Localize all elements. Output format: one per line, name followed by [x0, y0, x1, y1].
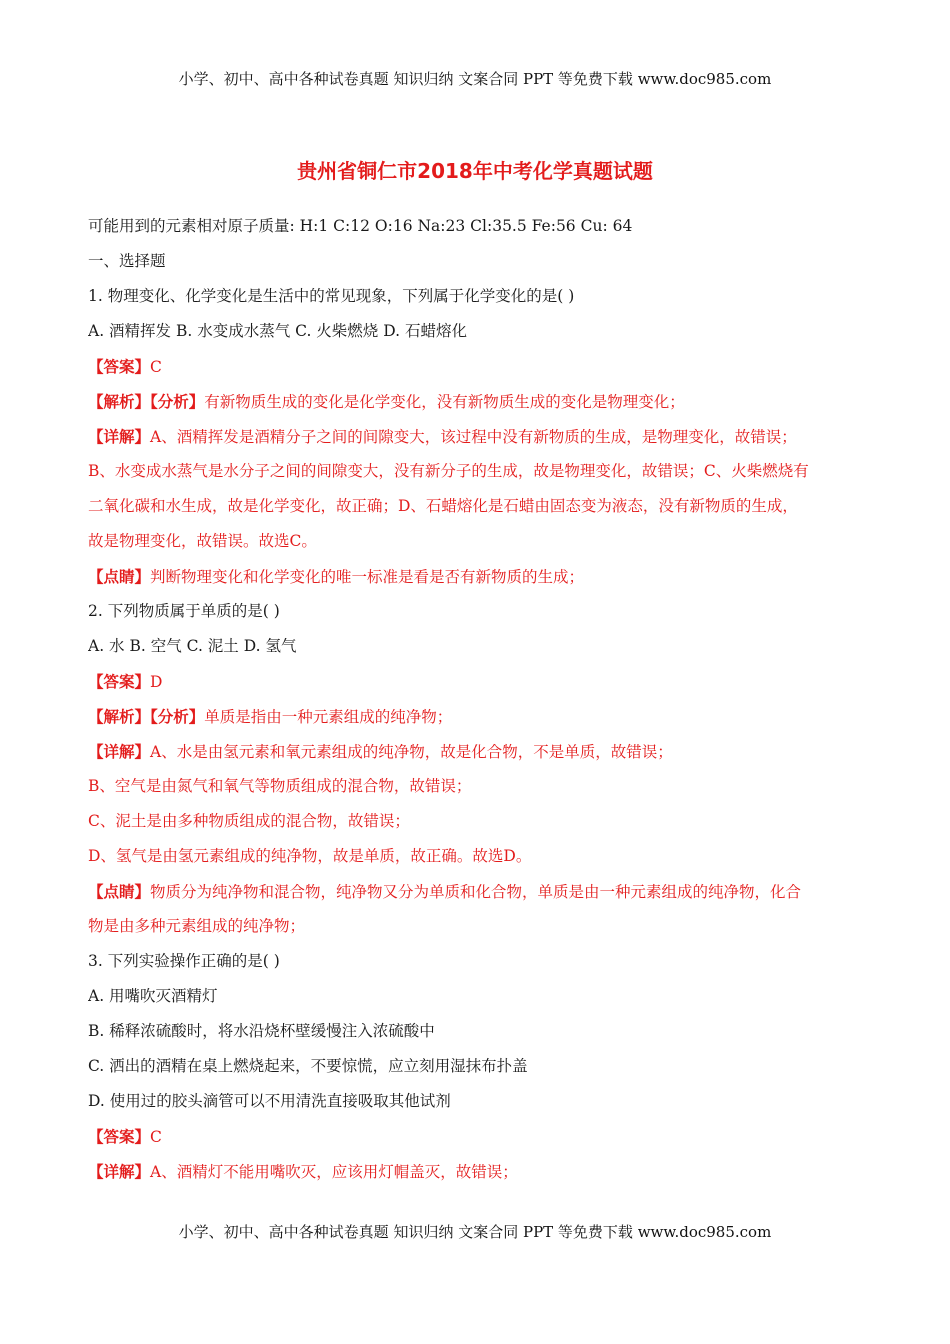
q2-detail [88, 734, 868, 769]
q3-option-a: A. 用嘴吹灭酒精灯 [88, 987, 218, 1005]
analysis-tag: 【解析】【分析】 [88, 707, 205, 726]
document-body [88, 209, 868, 1189]
q1-detail [88, 419, 868, 454]
detail-text: A、酒精灯不能用嘴吹灭，应该用灯帽盖灭，故错误； [150, 1163, 518, 1181]
atomic-mass-line: 可能用到的元素相对原子质量: H:1 C:12 O:16 Na:23 Cl:35.5 Fe:56 Cu: 64 [88, 217, 633, 235]
q2-detail-cont: C、泥土是由多种物质组成的混合物，故错误； [88, 812, 410, 830]
q3-option-c: C. 洒出的酒精在桌上燃烧起来，不要惊慌，应立刻用湿抹布扑盖 [88, 1057, 528, 1075]
tip-tag: 【点睛】 [88, 567, 151, 586]
q3-answer [88, 1119, 868, 1154]
page-title: 贵州省铜仁市2018年中考化学真题试题 [297, 159, 653, 183]
q3-option-b: B. 稀释浓硫酸时，将水沿烧杯壁缓慢注入浓硫酸中 [88, 1022, 435, 1040]
q2-analysis [88, 699, 868, 734]
answer-tag: 【答案】 [88, 1127, 151, 1146]
q1-tip [88, 559, 868, 594]
q2-answer [88, 664, 868, 699]
detail-text: A、水是由氢元素和氧元素组成的纯净物，故是化合物，不是单质，故错误； [150, 743, 673, 761]
answer-tag: 【答案】 [88, 357, 151, 376]
analysis-text: 有新物质生成的变化是化学变化，没有新物质生成的变化是物理变化； [204, 393, 685, 411]
analysis-tag: 【解析】【分析】 [88, 392, 205, 411]
q3-detail [88, 1154, 868, 1189]
q2-detail-cont: D、氢气是由氢元素组成的纯净物，故是单质，故正确。故选D。 [88, 847, 532, 865]
q1-options: A. 酒精挥发 B. 水变成水蒸气 C. 火柴燃烧 D. 石蜡熔化 [88, 322, 467, 340]
q1-analysis [88, 384, 868, 419]
tip-text: 判断物理变化和化学变化的唯一标准是看是否有新物质的生成； [150, 568, 585, 586]
detail-tag: 【详解】 [88, 1162, 151, 1181]
q1-detail-cont: 二氧化碳和水生成，故是化学变化，故正确；D、石蜡熔化是石蜡由固态变为液态，没有新物质的生成， [88, 497, 798, 515]
tip-tag: 【点睛】 [88, 882, 151, 901]
q2-stem: 2. 下列物质属于单质的是( ) [88, 602, 280, 620]
section-heading: 一、选择题 [88, 252, 166, 270]
q2-tip-cont: 物是由多种元素组成的纯净物； [88, 917, 306, 935]
q1-detail-cont: 故是物理变化，故错误。故选C。 [88, 532, 317, 550]
answer-value: D [150, 673, 163, 691]
answer-value: C [150, 358, 162, 376]
q1-stem: 1. 物理变化、化学变化是生活中的常见现象，下列属于化学变化的是( ) [88, 287, 575, 305]
header-banner: 小学、初中、高中各种试卷真题 知识归纳 文案合同 PPT 等免费下载 www.doc985.com [178, 70, 772, 88]
tip-text: 物质分为纯净物和混合物，纯净物又分为单质和化合物，单质是由一种元素组成的纯净物，化合 [150, 883, 802, 901]
detail-tag: 【详解】 [88, 427, 151, 446]
q2-tip [88, 874, 868, 909]
q1-detail-cont: B、水变成水蒸气是水分子之间的间隙变大，没有新分子的生成，故是物理变化，故错误；C、火柴燃烧有 [88, 462, 809, 480]
q3-option-d: D. 使用过的胶头滴管可以不用清洗直接吸取其他试剂 [88, 1092, 451, 1110]
q2-options: A. 水 B. 空气 C. 泥土 D. 氢气 [88, 637, 297, 655]
q1-answer [88, 349, 868, 384]
detail-tag: 【详解】 [88, 742, 151, 761]
q3-stem: 3. 下列实验操作正确的是( ) [88, 952, 280, 970]
detail-text: A、酒精挥发是酒精分子之间的间隙变大，该过程中没有新物质的生成，是物理变化，故错误； [150, 428, 797, 446]
answer-value: C [150, 1128, 162, 1146]
q2-detail-cont: B、空气是由氮气和氧气等物质组成的混合物，故错误； [88, 777, 472, 795]
analysis-text: 单质是指由一种元素组成的纯净物； [204, 708, 453, 726]
footer-banner: 小学、初中、高中各种试卷真题 知识归纳 文案合同 PPT 等免费下载 www.doc985.com [178, 1223, 772, 1241]
answer-tag: 【答案】 [88, 672, 151, 691]
